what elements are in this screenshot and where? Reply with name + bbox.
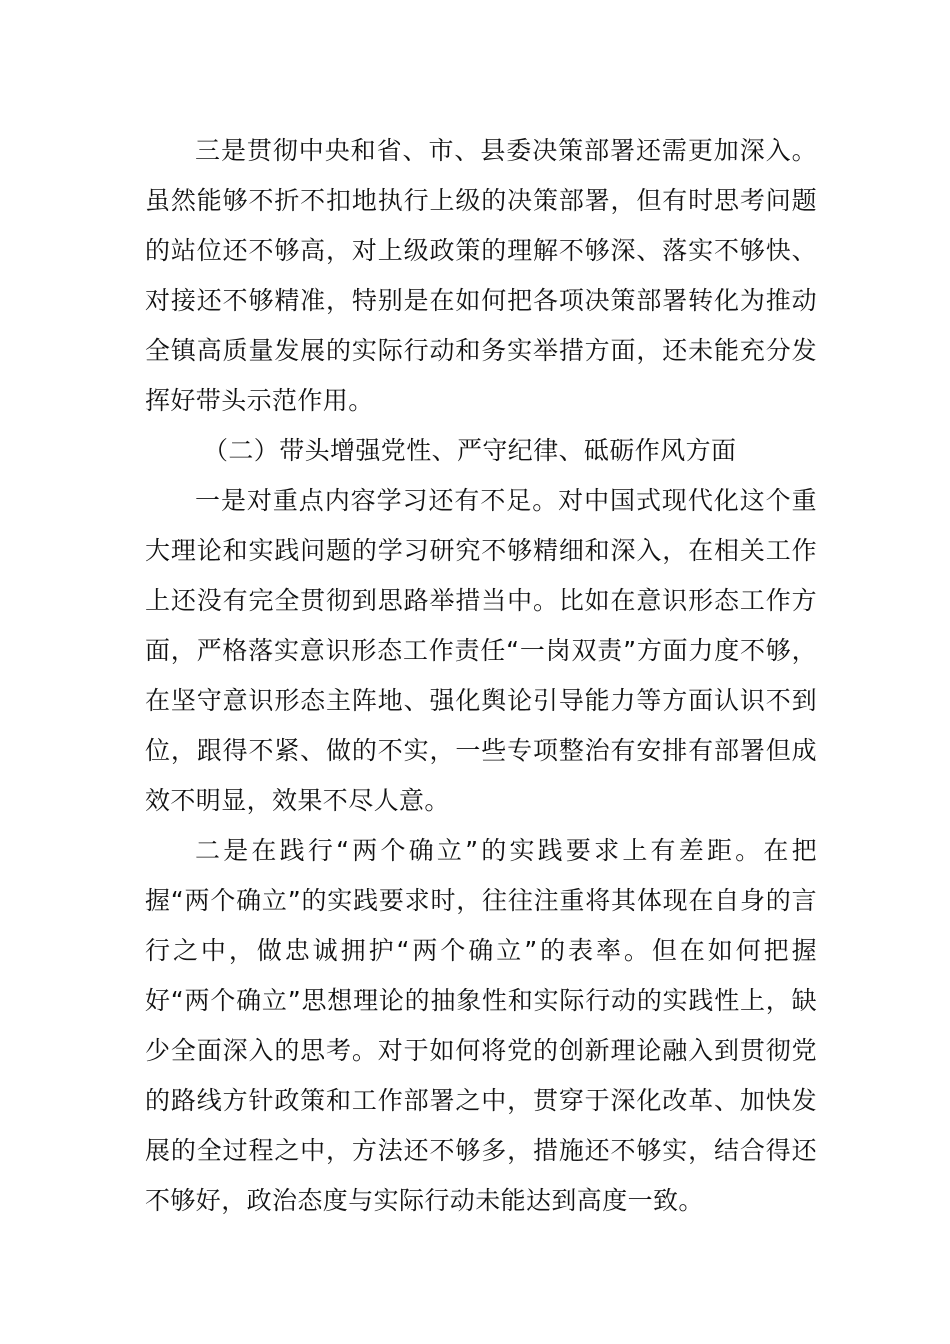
paragraph-point-one: 一是对重点内容学习还有不足。对中国式现代化这个重大理论和实践问题的学习研究不够精细和深入，在相关工作上还没有完全贯彻到思路举措当中。比如在意识形态工作方面，严格落实意识形态工作责任“一岗双责”方面力度不够，在坚守意识形态主阵地、强化舆论引导能力等方面认识不到位，跟得不紧、做的不实，一些专项整治有安排有部署但成效不明显，效果不尽人意。 [145,486,817,815]
document-body [145,126,817,1226]
section-heading-two: （二）带头增强党性、严守纪律、砥砺作风方面 [203,436,737,465]
paragraph-point-two: 二是在践行“两个确立”的实践要求上有差距。在把握“两个确立”的实践要求时，往往注重将其体现在自身的言行之中，做忠诚拥护“两个确立”的表率。但在如何把握好“两个确立”思想理论的抽象性和实际行动的实践性上，缺少全面深入的思考。对于如何将党的创新理论融入到贯彻党的路线方针政策和工作部署之中，贯穿于深化改革、加快发展的全过程之中，方法还不够多，措施还不够实，结合得还不够好，政治态度与实际行动未能达到高度一致。 [145,836,817,1215]
paragraph-point-three: 三是贯彻中央和省、市、县委决策部署还需更加深入。虽然能够不折不扣地执行上级的决策部署，但有时思考问题的站位还不够高，对上级政策的理解不够深、落实不够快、对接还不够精准，特别是在如何把各项决策部署转化为推动全镇高质量发展的实际行动和务实举措方面，还未能充分发挥好带头示范作用。 [145,136,817,415]
